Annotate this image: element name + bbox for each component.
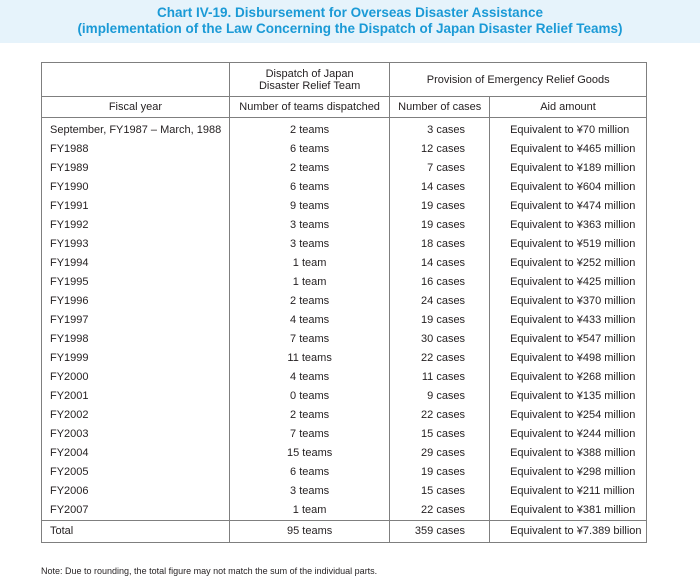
cell-teams: 6 teams (229, 463, 390, 482)
cell-teams: 1 team (229, 272, 390, 291)
table-row (42, 482, 647, 501)
cell-teams: 11 teams (229, 349, 390, 368)
cell-cases: 3 cases (390, 118, 490, 140)
cell-teams: 3 teams (229, 482, 390, 501)
cell-amount: Equivalent to ¥211 million (490, 482, 647, 501)
chart-title: Chart IV-19. Disbursement for Overseas Disaster Assistance (157, 5, 543, 20)
cell-cases: 18 cases (390, 234, 490, 253)
table-row (42, 368, 647, 387)
cell-fiscal-year: FY1989 (42, 158, 230, 177)
table-row (42, 310, 647, 329)
total-cell-amount: Equivalent to ¥7.389 billion (490, 520, 647, 542)
cell-cases: 19 cases (390, 463, 490, 482)
table-row (42, 253, 647, 272)
cell-amount: Equivalent to ¥474 million (490, 196, 647, 215)
table-row (42, 349, 647, 368)
cell-cases: 19 cases (390, 215, 490, 234)
cell-teams: 9 teams (229, 196, 390, 215)
cell-amount: Equivalent to ¥388 million (490, 444, 647, 463)
cell-fiscal-year: FY2004 (42, 444, 230, 463)
cell-cases: 11 cases (390, 368, 490, 387)
table-row (42, 272, 647, 291)
table-row (42, 139, 647, 158)
cell-cases: 14 cases (390, 253, 490, 272)
cell-fiscal-year: FY1994 (42, 253, 230, 272)
cell-cases: 19 cases (390, 310, 490, 329)
cell-cases: 30 cases (390, 330, 490, 349)
total-cell-cases: 359 cases (390, 520, 490, 542)
cell-amount: Equivalent to ¥519 million (490, 234, 647, 253)
table-body (42, 118, 647, 543)
cell-amount: Equivalent to ¥370 million (490, 291, 647, 310)
cell-cases: 15 cases (390, 425, 490, 444)
cell-teams: 3 teams (229, 234, 390, 253)
cell-amount: Equivalent to ¥252 million (490, 253, 647, 272)
table-row (42, 425, 647, 444)
cell-teams: 0 teams (229, 387, 390, 406)
cell-fiscal-year: FY2000 (42, 368, 230, 387)
cell-amount: Equivalent to ¥70 million (490, 118, 647, 140)
table-row (42, 118, 647, 140)
table-row (42, 501, 647, 521)
cell-amount: Equivalent to ¥425 million (490, 272, 647, 291)
cell-teams: 4 teams (229, 368, 390, 387)
table-row (42, 291, 647, 310)
group-header-provision: Provision of Emergency Relief Goods (390, 63, 647, 97)
cell-cases: 29 cases (390, 444, 490, 463)
cell-teams: 2 teams (229, 291, 390, 310)
cell-fiscal-year: FY2001 (42, 387, 230, 406)
cell-teams: 7 teams (229, 425, 390, 444)
cell-teams: 2 teams (229, 406, 390, 425)
cell-amount: Equivalent to ¥363 million (490, 215, 647, 234)
header-spacer (42, 63, 230, 97)
cell-fiscal-year: FY2002 (42, 406, 230, 425)
cell-fiscal-year: FY1991 (42, 196, 230, 215)
cell-amount: Equivalent to ¥381 million (490, 501, 647, 521)
disbursement-table (41, 62, 647, 543)
cell-cases: 7 cases (390, 158, 490, 177)
cell-amount: Equivalent to ¥498 million (490, 349, 647, 368)
cell-fiscal-year: FY2006 (42, 482, 230, 501)
cell-fiscal-year: FY1988 (42, 139, 230, 158)
cell-cases: 22 cases (390, 349, 490, 368)
cell-amount: Equivalent to ¥433 million (490, 310, 647, 329)
cell-amount: Equivalent to ¥547 million (490, 330, 647, 349)
cell-teams: 7 teams (229, 330, 390, 349)
table-row (42, 196, 647, 215)
group-header-dispatch: Dispatch of Japan Disaster Relief Team (229, 63, 390, 97)
cell-fiscal-year: FY1992 (42, 215, 230, 234)
cell-amount: Equivalent to ¥268 million (490, 368, 647, 387)
cell-teams: 3 teams (229, 215, 390, 234)
cell-cases: 24 cases (390, 291, 490, 310)
cell-amount: Equivalent to ¥254 million (490, 406, 647, 425)
cell-fiscal-year: FY1997 (42, 310, 230, 329)
table-row (42, 463, 647, 482)
cell-amount: Equivalent to ¥244 million (490, 425, 647, 444)
cell-teams: 2 teams (229, 158, 390, 177)
cell-cases: 9 cases (390, 387, 490, 406)
cell-teams: 1 team (229, 501, 390, 521)
cell-fiscal-year: FY1995 (42, 272, 230, 291)
cell-fiscal-year: FY1993 (42, 234, 230, 253)
total-cell-teams: 95 teams (229, 520, 390, 542)
cell-cases: 12 cases (390, 139, 490, 158)
cell-amount: Equivalent to ¥189 million (490, 158, 647, 177)
column-header-teams: Number of teams dispatched (229, 97, 390, 118)
footnote: Note: Due to rounding, the total figure may not match the sum of the individual parts. (41, 566, 378, 576)
cell-fiscal-year: FY1999 (42, 349, 230, 368)
total-cell-fiscal-year: Total (42, 520, 230, 542)
cell-teams: 15 teams (229, 444, 390, 463)
table-row (42, 177, 647, 196)
cell-cases: 14 cases (390, 177, 490, 196)
total-row (42, 520, 647, 542)
title-band (0, 0, 700, 43)
cell-fiscal-year: FY1996 (42, 291, 230, 310)
table-row (42, 444, 647, 463)
cell-teams: 6 teams (229, 139, 390, 158)
cell-cases: 22 cases (390, 501, 490, 521)
cell-amount: Equivalent to ¥604 million (490, 177, 647, 196)
table-row (42, 158, 647, 177)
column-header-fiscal-year: Fiscal year (42, 97, 230, 118)
cell-teams: 4 teams (229, 310, 390, 329)
table-row (42, 215, 647, 234)
cell-teams: 1 team (229, 253, 390, 272)
cell-amount: Equivalent to ¥135 million (490, 387, 647, 406)
cell-cases: 16 cases (390, 272, 490, 291)
table-row (42, 406, 647, 425)
cell-teams: 2 teams (229, 118, 390, 140)
table-row (42, 387, 647, 406)
cell-fiscal-year: FY1990 (42, 177, 230, 196)
column-header-amount: Aid amount (490, 97, 647, 118)
cell-fiscal-year: FY2005 (42, 463, 230, 482)
cell-amount: Equivalent to ¥298 million (490, 463, 647, 482)
cell-fiscal-year: FY2003 (42, 425, 230, 444)
cell-fiscal-year: FY2007 (42, 501, 230, 521)
chart-subtitle: (implementation of the Law Concerning the Dispatch of Japan Disaster Relief Teams) (77, 21, 623, 36)
cell-cases: 15 cases (390, 482, 490, 501)
table-row (42, 234, 647, 253)
cell-cases: 22 cases (390, 406, 490, 425)
cell-fiscal-year: FY1998 (42, 330, 230, 349)
cell-amount: Equivalent to ¥465 million (490, 139, 647, 158)
cell-fiscal-year: September, FY1987 – March, 1988 (42, 118, 230, 140)
table-row (42, 330, 647, 349)
column-header-cases: Number of cases (390, 97, 490, 118)
cell-teams: 6 teams (229, 177, 390, 196)
cell-cases: 19 cases (390, 196, 490, 215)
